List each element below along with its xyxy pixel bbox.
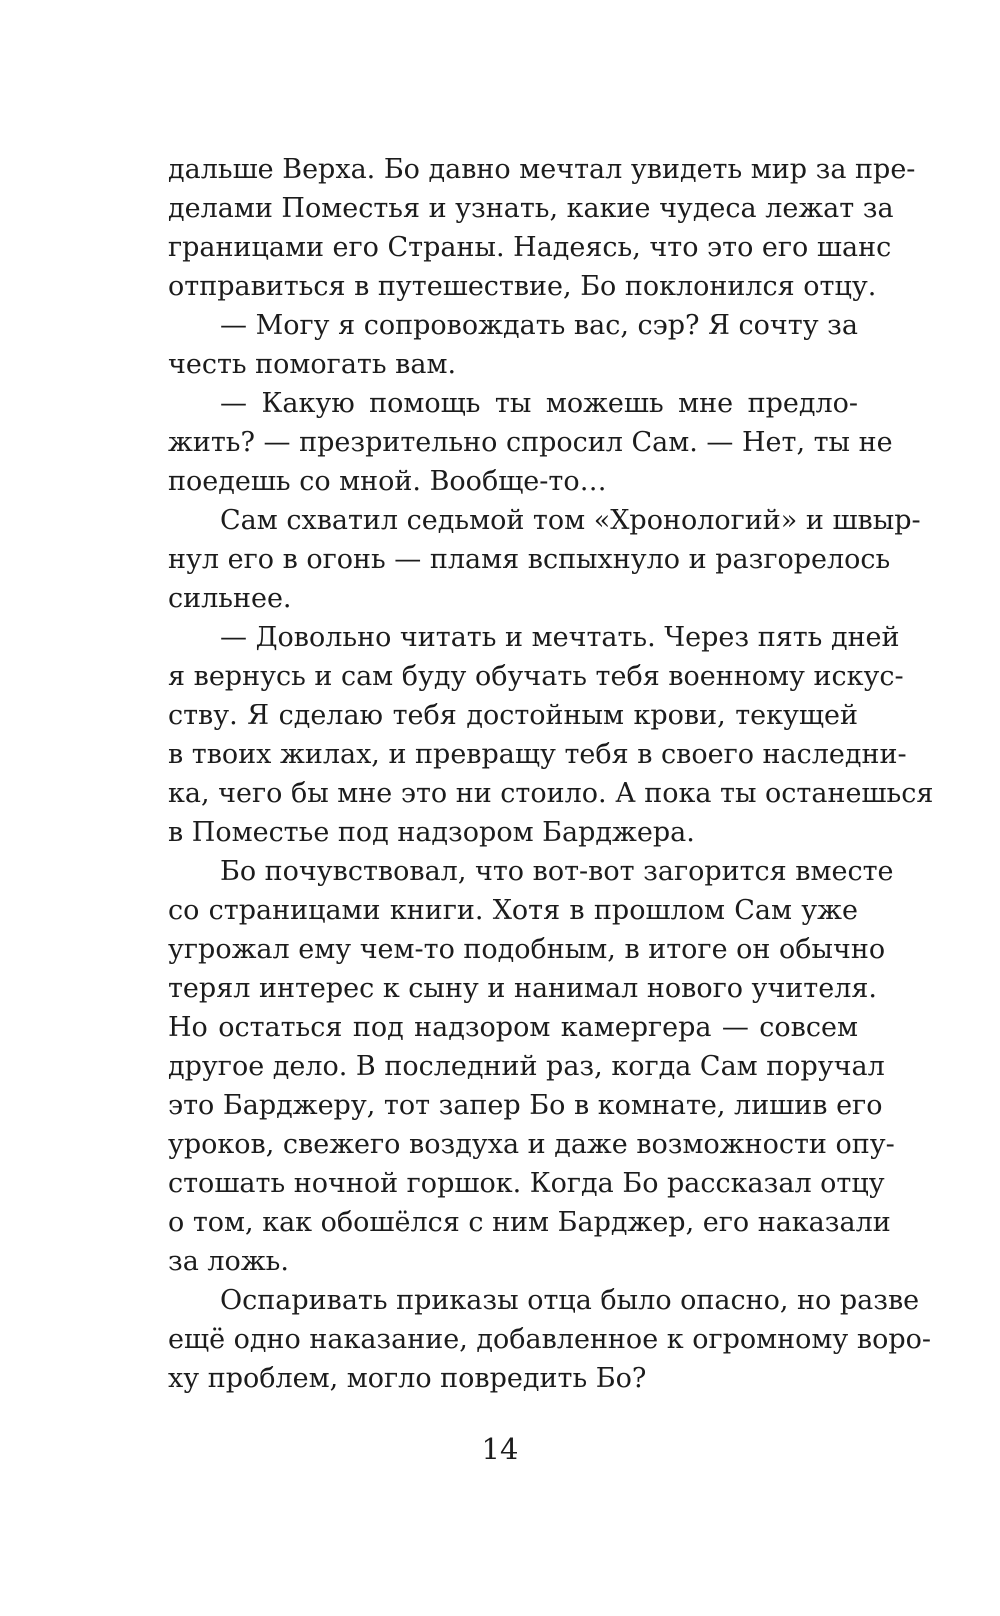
- text-line: честь помогать вам.: [168, 349, 457, 380]
- text-line: за ложь.: [168, 1246, 289, 1277]
- text-line: стошать ночной горшок. Когда Бо рассказал отцу: [168, 1168, 885, 1199]
- text-line: ху проблем, могло повредить Бо?: [168, 1363, 647, 1394]
- text-line: угрожал ему чем-то подобным, в итоге он обычно: [168, 934, 886, 965]
- text-line: Сам схватил седьмой том «Хронологий» и швыр-: [220, 505, 921, 536]
- text-line: делами Поместья и узнать, какие чудеса лежат за: [168, 193, 894, 224]
- text-line: уроков, свежего воздуха и даже возможности опу-: [168, 1129, 895, 1160]
- text-line: в Поместье под надзором Барджера.: [168, 817, 695, 848]
- text-line: со страницами книги. Хотя в прошлом Сам уже: [168, 895, 858, 926]
- text-line: ка, чего бы мне это ни стоило. А пока ты останешься: [168, 778, 934, 809]
- text-line: Оспаривать приказы отца было опасно, но разве: [220, 1285, 920, 1316]
- page-number: 14: [481, 1432, 519, 1466]
- body-text: [168, 150, 934, 1398]
- text-line: ещё одно наказание, добавленное к огромному воро-: [168, 1324, 931, 1355]
- text-line: я вернусь и сам буду обучать тебя военному искус-: [168, 661, 904, 692]
- text-line: — Довольно читать и мечтать. Через пять дней: [220, 622, 900, 653]
- text-line: жить? — презрительно спросил Сам. — Нет, ты не: [168, 427, 893, 458]
- text-line: ству. Я сделаю тебя достойным крови, текущей: [168, 700, 858, 731]
- text-line: отправиться в путешествие, Бо поклонился отцу.: [168, 271, 877, 302]
- text-line: поедешь со мной. Вообще-то…: [168, 466, 607, 497]
- text-line: Бо почувствовал, что вот-вот загорится вместе: [220, 856, 894, 887]
- text-line: другое дело. В последний раз, когда Сам поручал: [168, 1051, 885, 1082]
- text-line: — Могу я сопровождать вас, сэр? Я сочту за: [220, 310, 858, 341]
- text-line: терял интерес к сыну и нанимал нового учителя.: [168, 973, 877, 1004]
- text-line: сильнее.: [168, 583, 292, 614]
- text-line: о том, как обошёлся с ним Барджер, его наказали: [168, 1207, 891, 1238]
- text-line: границами его Страны. Надеясь, что это его шанс: [168, 232, 892, 263]
- text-line: это Барджеру, тот запер Бо в комнате, лишив его: [168, 1090, 883, 1121]
- text-line: — Какую помощь ты можешь мне предло-: [220, 388, 858, 419]
- text-line: Но остаться под надзором камергера — совсем: [168, 1012, 858, 1043]
- text-line: в твоих жилах, и превращу тебя в своего наследни-: [168, 739, 907, 770]
- text-line: нул его в огонь — пламя вспыхнуло и разгорелось: [168, 544, 891, 575]
- text-line: дальше Верха. Бо давно мечтал увидеть мир за пре-: [168, 154, 916, 185]
